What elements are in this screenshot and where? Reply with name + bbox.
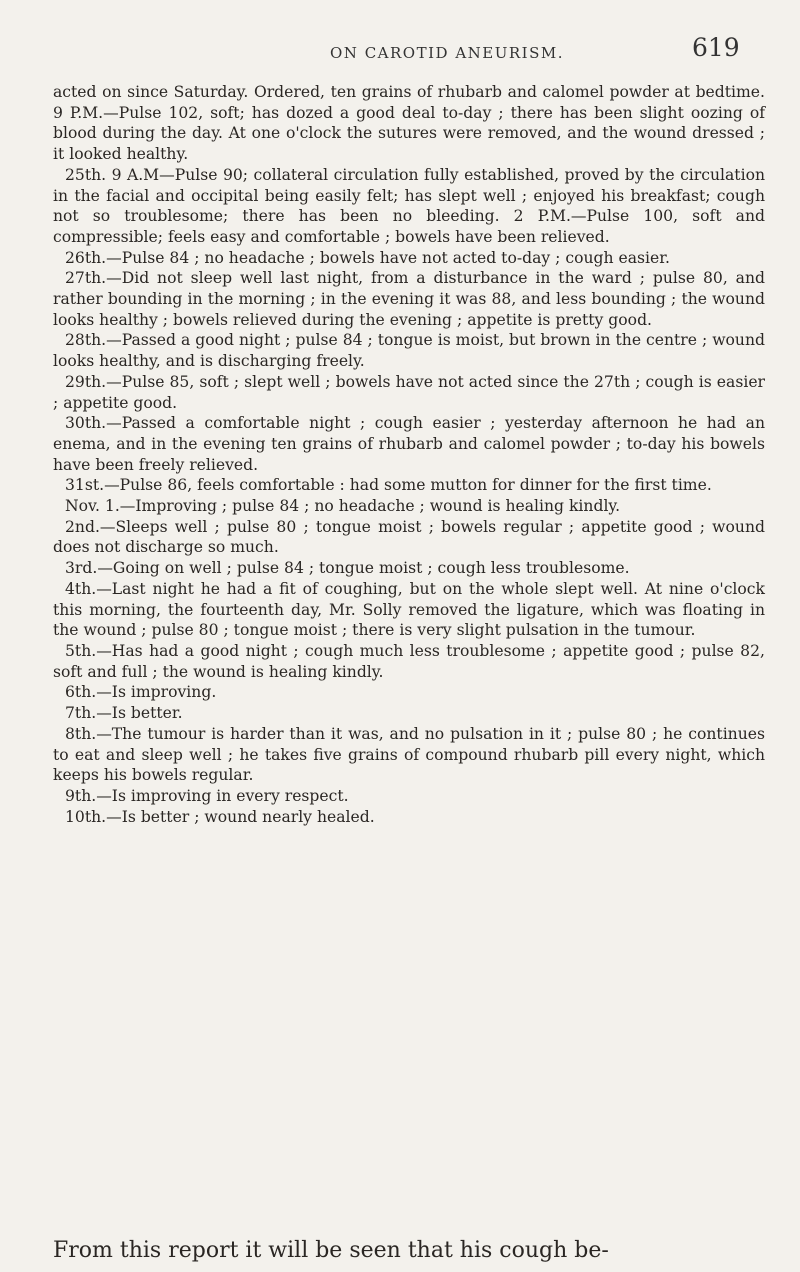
paragraph: 29th.—Pulse 85, soft ; slept well ; bowels have not acted since the 27th ; cough is easier ; appetite good. bbox=[53, 372, 765, 412]
paragraph: 28th.—Passed a good night ; pulse 84 ; tongue is moist, but brown in the centre ; wound looks healthy, and is discharging freely. bbox=[53, 331, 765, 371]
running-title: ON CAROTID ANEURISM. bbox=[330, 44, 564, 62]
paragraph: 8th.—The tumour is harder than it was, and no pulsation in it ; pulse 80 ; he continues to eat and sleep well ; he takes five grains of compound rhubarb pill every night, which keeps his bowels regular. bbox=[53, 724, 765, 785]
paragraph: 10th.—Is better ; wound nearly healed. bbox=[65, 807, 375, 826]
page-number: 619 bbox=[692, 33, 740, 62]
catchline: From this report it will be seen that his cough be- bbox=[53, 1238, 609, 1263]
paragraph: 31st.—Pulse 86, feels comfortable : had some mutton for dinner for the first time. bbox=[65, 476, 712, 495]
paragraph: 7th.—Is better. bbox=[65, 704, 183, 723]
paragraph: 4th.—Last night he had a fit of coughing, but on the whole slept well. At nine o'clock this morning, the fourteenth day, Mr. Solly removed the ligature, which was floating in the wound ; pulse 80 ; tongue moist ; there is very slight pulsation in the tumour. bbox=[53, 579, 765, 640]
paragraph: 9th.—Is improving in every respect. bbox=[65, 786, 349, 805]
paragraph: 27th.—Did not sleep well last night, from a disturbance in the ward ; pulse 80, and rather bounding in the morning ; in the evening it was 88, and less bounding ; the wound looks healthy ; bowels relieved during the evening ; appetite is pretty good. bbox=[53, 269, 765, 329]
paragraph: 5th.—Has had a good night ; cough much less troublesome ; appetite good ; pulse 82, soft and full ; the wound is healing kindly. bbox=[53, 641, 765, 681]
paragraph: acted on since Saturday. Ordered, ten grains of rhubarb and calomel powder at bedtime. 9 P.M.—Pulse 102, soft; has dozed a good deal to-day ; there has been slight oozing of blood during the day. At one o'clock the sutures were removed, and the wound dressed ; it looked healthy. bbox=[53, 83, 765, 164]
paragraph: Nov. 1.—Improving ; pulse 84 ; no headache ; wound is healing kindly. bbox=[65, 497, 621, 516]
paragraph: 26th.—Pulse 84 ; no headache ; bowels have not acted to-day ; cough easier. bbox=[65, 248, 670, 267]
paragraph: 30th.—Passed a comfortable night ; cough easier ; yesterday afternoon he had an enema, and in the evening ten grains of rhubarb and calomel powder ; to-day his bowels have been freely relieved. bbox=[53, 414, 765, 474]
paragraph: 2nd.—Sleeps well ; pulse 80 ; tongue moist ; bowels regular ; appetite good ; wound does not discharge so much. bbox=[53, 517, 765, 557]
paragraph: 3rd.—Going on well ; pulse 84 ; tongue moist ; cough less troublesome. bbox=[65, 559, 630, 578]
paragraph: 25th. 9 A.M—Pulse 90; collateral circulation fully established, proved by the circulation in the facial and occipital being easily felt; has slept well ; enjoyed his breakfast; cough not so troublesome; there has been no bleeding. 2 P.M.—Pulse 100, soft and compressible; feels easy and comfortable ; bowels have been relieved. bbox=[53, 165, 765, 246]
paragraph: 6th.—Is improving. bbox=[65, 683, 217, 702]
body-text bbox=[53, 82, 765, 827]
